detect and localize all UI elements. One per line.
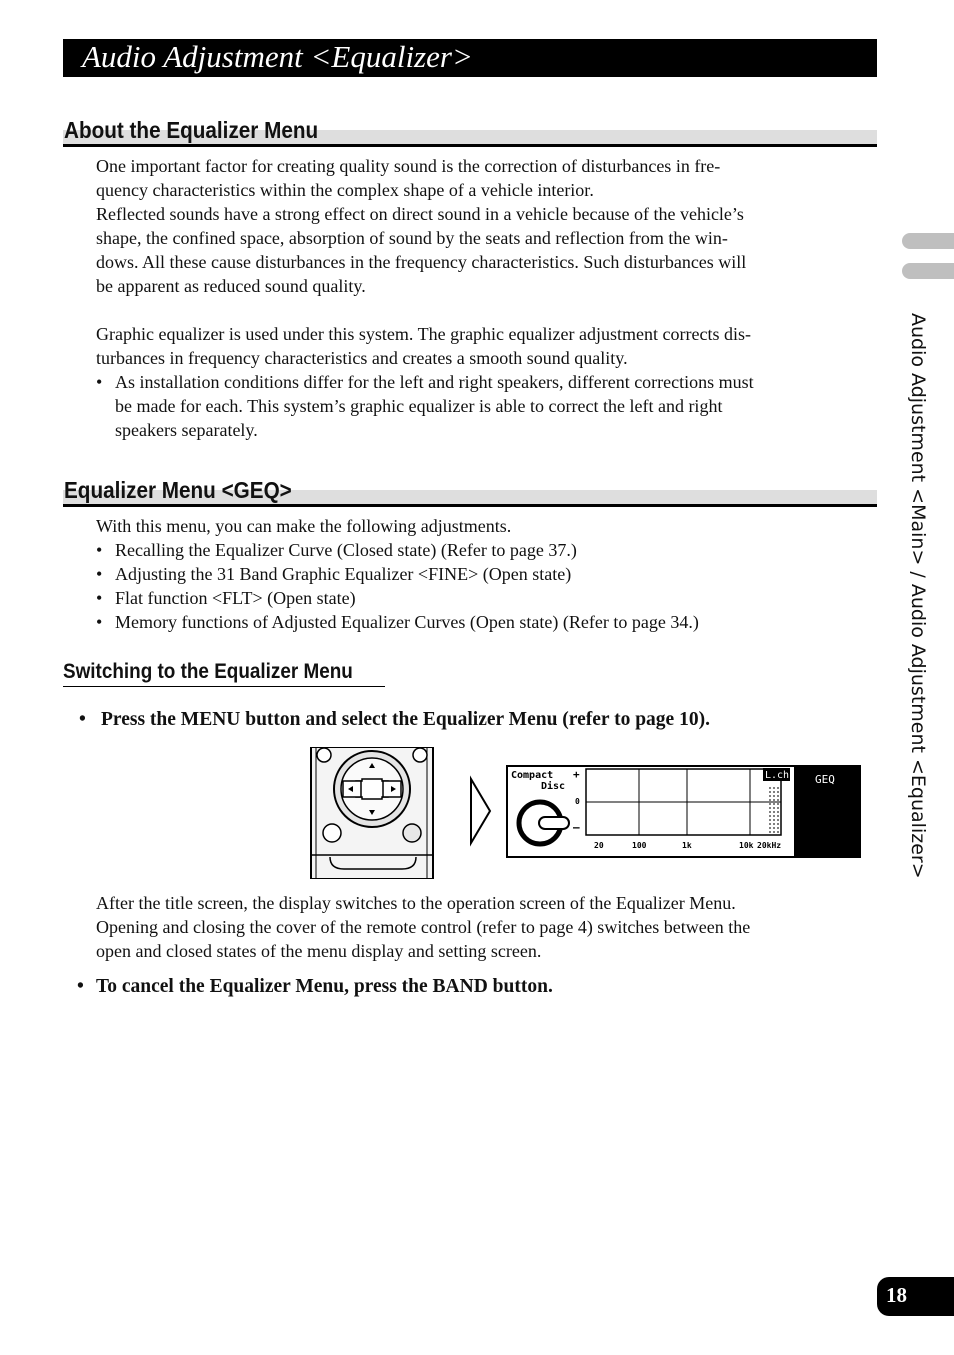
bullet-item bbox=[96, 562, 866, 586]
transition-arrow-icon bbox=[471, 779, 490, 843]
side-tab-marker bbox=[902, 263, 954, 279]
section-heading-text: Equalizer Menu <GEQ> bbox=[64, 477, 292, 503]
bullet-mark: • bbox=[79, 709, 86, 730]
paragraph-line: One important factor for creating quality sound is the correction of disturbances in fre- bbox=[96, 156, 721, 176]
bullet-mark: • bbox=[96, 540, 103, 560]
page-number-badge bbox=[877, 1277, 954, 1316]
paragraph-line: turbances in frequency characteristics and creates a smooth sound quality. bbox=[96, 348, 628, 368]
page-title-bar bbox=[63, 39, 877, 77]
freq-label: 10k bbox=[739, 841, 754, 850]
bullet-mark: • bbox=[96, 588, 103, 608]
section-heading-geq bbox=[63, 472, 877, 507]
bullet-text: Memory functions of Adjusted Equalizer Curves (Open state) (Refer to page 34.) bbox=[115, 612, 699, 632]
bullet-item bbox=[96, 538, 866, 562]
paragraph-line: Opening and closing the cover of the remote control (refer to page 4) switches between the bbox=[96, 917, 751, 937]
freq-label: 100 bbox=[632, 841, 647, 850]
paragraph-line: open and closed states of the menu display and setting screen. bbox=[96, 941, 542, 961]
freq-label: 20 bbox=[594, 841, 604, 850]
source-label: Disc bbox=[541, 781, 566, 792]
bullet-text: speakers separately. bbox=[115, 420, 258, 440]
section-heading-about bbox=[63, 112, 877, 147]
subsection-heading-text: Switching to the Equalizer Menu bbox=[63, 660, 353, 683]
remote-control-illustration bbox=[311, 747, 433, 879]
bullet-item bbox=[96, 370, 866, 442]
bullet-item bbox=[96, 610, 866, 634]
paragraph-line: With this menu, you can make the following adjustments. bbox=[96, 516, 512, 536]
bullet-mark: • bbox=[96, 612, 103, 632]
paragraph-line: After the title screen, the display switches to the operation screen of the Equalizer Menu. bbox=[96, 893, 736, 913]
page-title: Audio Adjustment <Equalizer> bbox=[82, 39, 473, 74]
bullet-text: Recalling the Equalizer Curve (Closed state) (Refer to page 37.) bbox=[115, 540, 577, 560]
source-label: Compact bbox=[511, 770, 554, 781]
freq-label: 20kHz bbox=[757, 841, 782, 850]
plus-label: + bbox=[573, 768, 580, 781]
instruction-text: Press the MENU button and select the Equalizer Menu (refer to page 10). bbox=[101, 709, 710, 730]
section-heading-text: About the Equalizer Menu bbox=[64, 117, 319, 143]
bullet-text: Flat function <FLT> (Open state) bbox=[115, 588, 356, 608]
menu-label: GEQ bbox=[815, 773, 835, 786]
lcd-display bbox=[507, 766, 860, 857]
bullet-mark: • bbox=[96, 372, 103, 392]
page-number: 18 bbox=[886, 1283, 907, 1307]
minus-label: – bbox=[573, 821, 580, 834]
bullet-text: Adjusting the 31 Band Graphic Equalizer <FINE> (Open state) bbox=[115, 564, 572, 584]
bullet-item bbox=[96, 586, 866, 610]
freq-label: 1k bbox=[682, 841, 692, 850]
instruction-text: To cancel the Equalizer Menu, press the BAND button. bbox=[96, 976, 553, 997]
figure-illustration bbox=[310, 747, 862, 879]
instruction-step bbox=[79, 707, 710, 733]
subsection-heading bbox=[63, 658, 385, 687]
equalizer-figure bbox=[310, 747, 862, 879]
side-tab-marker bbox=[902, 233, 954, 249]
channel-label: L.ch bbox=[765, 770, 790, 781]
paragraph-line: Graphic equalizer is used under this system. The graphic equalizer adjustment corrects dis- bbox=[96, 324, 751, 344]
paragraph-line: shape, the confined space, absorption of sound by the seats and reflection from the win- bbox=[96, 228, 728, 248]
bullet-text: be made for each. This system’s graphic equalizer is able to correct the left and right bbox=[115, 396, 723, 416]
bullet-mark: • bbox=[77, 976, 84, 997]
paragraph-line: dows. All these cause disturbances in the frequency characteristics. Such disturbances will bbox=[96, 252, 747, 272]
instruction-step bbox=[77, 974, 553, 1000]
bullet-mark: • bbox=[96, 564, 103, 584]
side-section-label: Audio Adjustment <Main> / Audio Adjustment <Equalizer> bbox=[907, 313, 929, 879]
bullet-text: As installation conditions differ for the left and right speakers, different corrections must bbox=[115, 372, 754, 392]
paragraph-line: Reflected sounds have a strong effect on direct sound in a vehicle because of the vehicle’s bbox=[96, 204, 744, 224]
zero-label: 0 bbox=[575, 797, 580, 806]
paragraph-line: quency characteristics within the complex shape of a vehicle interior. bbox=[96, 180, 594, 200]
paragraph-line: be apparent as reduced sound quality. bbox=[96, 276, 366, 296]
